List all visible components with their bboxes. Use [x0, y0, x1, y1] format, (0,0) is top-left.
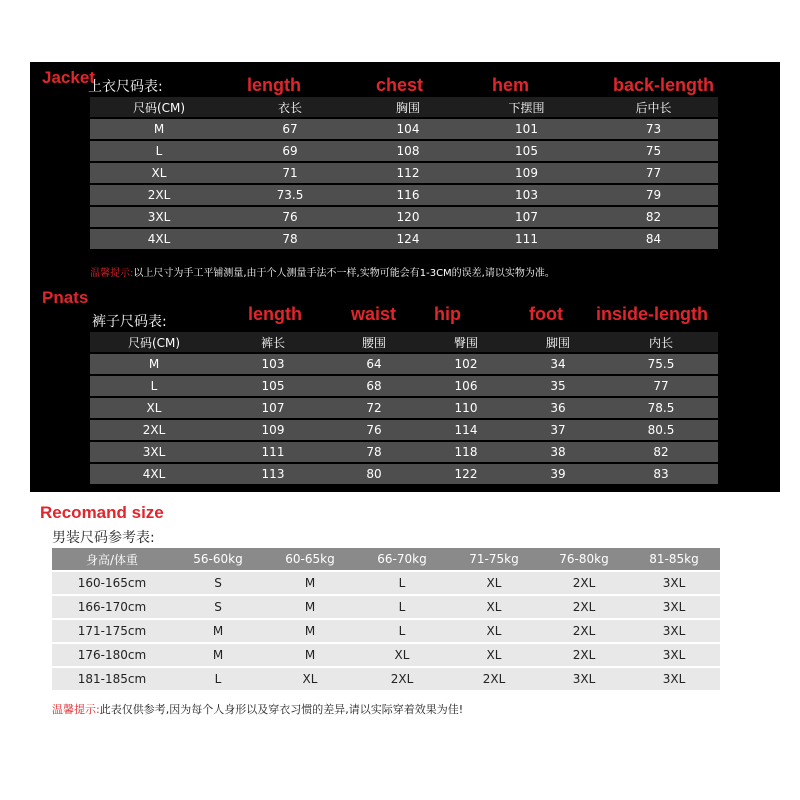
- table-cell: XL: [90, 398, 218, 418]
- recommend-note: [52, 701, 463, 717]
- table-row: [90, 420, 718, 440]
- table-cell: 37: [512, 420, 604, 440]
- table-cell: 122: [420, 464, 512, 484]
- jacket-header-row: [90, 97, 718, 117]
- table-cell: M: [90, 354, 218, 374]
- table-cell: 2XL: [540, 596, 628, 618]
- table-cell: 120: [352, 207, 464, 227]
- jacket-caption: 上衣尺码表:: [88, 79, 163, 95]
- table-row: [90, 376, 718, 396]
- pants-tag: Pnats: [42, 288, 89, 307]
- table-cell: XL: [90, 163, 228, 183]
- table-cell: 112: [352, 163, 464, 183]
- table-cell: XL: [448, 596, 540, 618]
- jacket-col-size: 尺码(CM): [90, 97, 228, 117]
- table-cell: 73: [589, 119, 718, 139]
- table-cell: 2XL: [90, 420, 218, 440]
- table-cell: L: [90, 376, 218, 396]
- table-cell: 83: [604, 464, 718, 484]
- table-cell: 82: [589, 207, 718, 227]
- table-cell: 3XL: [90, 442, 218, 462]
- table-cell: L: [90, 141, 228, 161]
- table-cell: 82: [604, 442, 718, 462]
- table-row: [90, 141, 718, 161]
- table-cell: 104: [352, 119, 464, 139]
- table-cell: 3XL: [628, 572, 720, 594]
- jacket-en-hem: hem: [492, 75, 530, 95]
- recommend-header-row: [52, 548, 720, 570]
- table-row: [90, 207, 718, 227]
- table-cell: 69: [228, 141, 352, 161]
- table-cell: 77: [604, 376, 718, 396]
- table-cell: 78: [228, 229, 352, 249]
- table-row: [90, 163, 718, 183]
- table-cell: 102: [420, 354, 512, 374]
- recommend-note-warn: 温馨提示:: [52, 703, 100, 716]
- table-cell: 160-165cm: [52, 572, 172, 594]
- table-cell: 3XL: [628, 596, 720, 618]
- pants-col-length: 裤长: [218, 332, 328, 352]
- table-row: [52, 668, 720, 690]
- table-cell: 75.5: [604, 354, 718, 374]
- pants-header-row: [90, 332, 718, 352]
- table-row: [52, 620, 720, 642]
- recommend-tag: Recomand size: [40, 503, 164, 522]
- table-cell: 116: [352, 185, 464, 205]
- pants-col-waist: 腰围: [328, 332, 420, 352]
- table-cell: M: [264, 596, 356, 618]
- table-cell: L: [356, 596, 448, 618]
- recommend-note-text: 此表仅供参考,因为每个人身形以及穿衣习惯的差异,请以实际穿着效果为佳!: [99, 703, 464, 716]
- pants-col-inside-length: 内长: [604, 332, 718, 352]
- table-cell: 73.5: [228, 185, 352, 205]
- table-cell: 105: [464, 141, 589, 161]
- jacket-note: [90, 264, 555, 279]
- table-cell: 72: [328, 398, 420, 418]
- table-cell: 39: [512, 464, 604, 484]
- table-cell: 71: [228, 163, 352, 183]
- table-cell: M: [264, 572, 356, 594]
- table-cell: 68: [328, 376, 420, 396]
- table-cell: XL: [448, 620, 540, 642]
- jacket-col-chest: 胸围: [352, 97, 464, 117]
- jacket-en-back-length: back-length: [613, 75, 715, 95]
- table-cell: M: [90, 119, 228, 139]
- table-cell: 79: [589, 185, 718, 205]
- jacket-en-length: length: [247, 75, 301, 95]
- table-cell: 118: [420, 442, 512, 462]
- table-cell: 38: [512, 442, 604, 462]
- table-cell: 2XL: [540, 572, 628, 594]
- recommend-col-height-weight: 身高/体重: [52, 548, 172, 570]
- table-cell: 2XL: [448, 668, 540, 690]
- table-cell: 36: [512, 398, 604, 418]
- table-cell: 107: [218, 398, 328, 418]
- table-cell: 84: [589, 229, 718, 249]
- pants-caption: 裤子尺码表:: [92, 314, 167, 330]
- table-cell: 114: [420, 420, 512, 440]
- table-cell: 110: [420, 398, 512, 418]
- table-cell: 106: [420, 376, 512, 396]
- table-cell: L: [172, 668, 264, 690]
- table-cell: 113: [218, 464, 328, 484]
- pants-size-table: [90, 330, 718, 486]
- recommend-col-weight: 71-75kg: [448, 548, 540, 570]
- table-cell: 171-175cm: [52, 620, 172, 642]
- table-cell: 124: [352, 229, 464, 249]
- jacket-note-text: 以上尺寸为手工平铺测量,由于个人测量手法不一样,实物可能会有1-3CM的误差,请以实物为准。: [133, 268, 555, 279]
- table-row: [90, 442, 718, 462]
- table-row: [90, 119, 718, 139]
- table-cell: 2XL: [540, 620, 628, 642]
- table-cell: XL: [356, 644, 448, 666]
- size-chart-panel: [30, 62, 780, 492]
- table-cell: 107: [464, 207, 589, 227]
- pants-en-foot: foot: [529, 304, 563, 324]
- table-cell: L: [356, 620, 448, 642]
- jacket-tag: Jacket: [42, 68, 95, 87]
- table-cell: 80: [328, 464, 420, 484]
- table-cell: 75: [589, 141, 718, 161]
- table-row: [52, 572, 720, 594]
- pants-col-foot: 脚围: [512, 332, 604, 352]
- table-row: [90, 185, 718, 205]
- table-cell: 78: [328, 442, 420, 462]
- table-cell: 3XL: [628, 620, 720, 642]
- recommend-col-weight: 81-85kg: [628, 548, 720, 570]
- table-cell: 3XL: [628, 668, 720, 690]
- table-cell: 34: [512, 354, 604, 374]
- pants-en-hip: hip: [434, 304, 461, 324]
- table-cell: 105: [218, 376, 328, 396]
- table-cell: 35: [512, 376, 604, 396]
- table-cell: XL: [448, 572, 540, 594]
- recommend-size-table: [52, 546, 720, 692]
- table-row: [90, 464, 718, 484]
- table-cell: 3XL: [540, 668, 628, 690]
- recommend-col-weight: 56-60kg: [172, 548, 264, 570]
- table-cell: 109: [464, 163, 589, 183]
- jacket-col-length: 衣长: [228, 97, 352, 117]
- table-cell: 64: [328, 354, 420, 374]
- recommend-caption: 男装尺码参考表:: [52, 530, 155, 546]
- table-cell: 4XL: [90, 229, 228, 249]
- table-cell: 181-185cm: [52, 668, 172, 690]
- table-cell: 103: [464, 185, 589, 205]
- table-cell: 3XL: [90, 207, 228, 227]
- recommend-col-weight: 60-65kg: [264, 548, 356, 570]
- table-cell: S: [172, 596, 264, 618]
- table-row: [90, 354, 718, 374]
- table-cell: 103: [218, 354, 328, 374]
- table-cell: 2XL: [356, 668, 448, 690]
- pants-col-size: 尺码(CM): [90, 332, 218, 352]
- table-cell: 67: [228, 119, 352, 139]
- recommend-col-weight: 76-80kg: [540, 548, 628, 570]
- table-cell: 4XL: [90, 464, 218, 484]
- table-cell: 2XL: [90, 185, 228, 205]
- table-cell: 78.5: [604, 398, 718, 418]
- jacket-col-back-length: 后中长: [589, 97, 718, 117]
- table-cell: 111: [218, 442, 328, 462]
- table-row: [52, 644, 720, 666]
- table-cell: M: [172, 644, 264, 666]
- recommend-col-weight: 66-70kg: [356, 548, 448, 570]
- table-row: [90, 398, 718, 418]
- table-cell: 80.5: [604, 420, 718, 440]
- table-cell: 76: [328, 420, 420, 440]
- table-cell: 101: [464, 119, 589, 139]
- table-cell: L: [356, 572, 448, 594]
- table-row: [90, 229, 718, 249]
- jacket-note-warn: 温馨提示:: [90, 268, 134, 279]
- table-cell: 3XL: [628, 644, 720, 666]
- table-row: [52, 596, 720, 618]
- pants-en-waist: waist: [351, 304, 397, 324]
- table-cell: 77: [589, 163, 718, 183]
- table-cell: S: [172, 572, 264, 594]
- table-cell: XL: [264, 668, 356, 690]
- table-cell: 109: [218, 420, 328, 440]
- table-cell: 111: [464, 229, 589, 249]
- jacket-size-table: [90, 95, 718, 251]
- pants-en-length: length: [248, 304, 302, 324]
- table-cell: M: [264, 620, 356, 642]
- table-cell: XL: [448, 644, 540, 666]
- table-cell: 76: [228, 207, 352, 227]
- table-cell: M: [264, 644, 356, 666]
- pants-col-hip: 臀围: [420, 332, 512, 352]
- table-cell: M: [172, 620, 264, 642]
- pants-en-inside-length: inside-length: [596, 304, 708, 324]
- table-cell: 176-180cm: [52, 644, 172, 666]
- jacket-col-hem: 下摆围: [464, 97, 589, 117]
- table-cell: 166-170cm: [52, 596, 172, 618]
- table-cell: 108: [352, 141, 464, 161]
- table-cell: 2XL: [540, 644, 628, 666]
- jacket-en-chest: chest: [376, 75, 424, 95]
